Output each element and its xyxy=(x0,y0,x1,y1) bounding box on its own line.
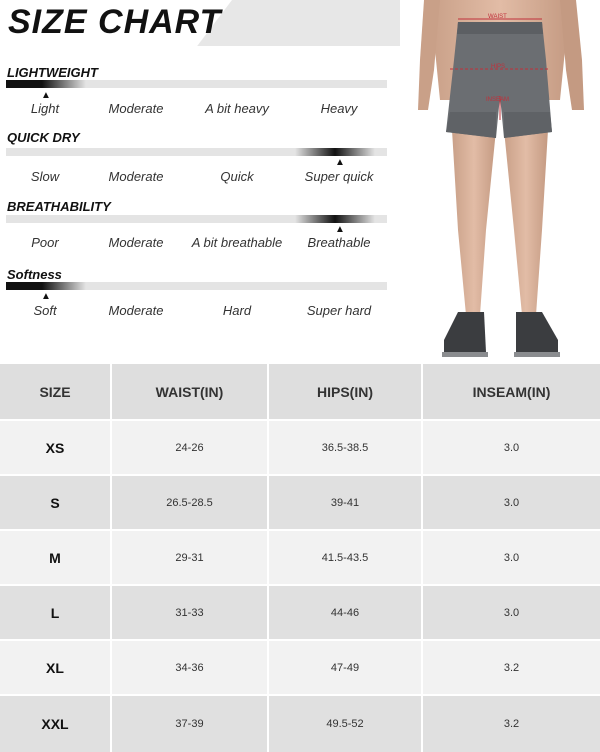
feature-marker xyxy=(295,215,375,223)
feature-label: A bit heavy xyxy=(205,101,269,116)
hips-cell: 47-49 xyxy=(269,641,421,694)
size-cell: XL xyxy=(0,641,110,694)
feature-label: Heavy xyxy=(320,101,358,116)
feature-label: Moderate xyxy=(108,169,164,184)
size-cell: M xyxy=(0,531,110,584)
feature-track xyxy=(6,215,387,223)
feature-label: A bit breathable xyxy=(191,235,283,250)
feature-title: Softness xyxy=(7,267,62,282)
waist-cell: 26.5-28.5 xyxy=(112,476,267,529)
feature-label: Super hard xyxy=(306,303,372,318)
waist-cell: 31-33 xyxy=(112,586,267,639)
feature-label: Breathable xyxy=(307,235,371,250)
table-row xyxy=(0,696,600,752)
inseam-cell: 3.0 xyxy=(423,476,600,529)
size-cell: L xyxy=(0,586,110,639)
inseam-cell: 3.2 xyxy=(423,696,600,752)
header-hips: HIPS(IN) xyxy=(269,364,421,419)
triangle-up-icon: ▲ xyxy=(41,291,51,302)
header-waist: WAIST(IN) xyxy=(112,364,267,419)
hips-measure-label: HIPS xyxy=(491,64,506,70)
waist-cell: 37-39 xyxy=(112,696,267,752)
feature-title: BREATHABILITY xyxy=(7,199,111,214)
feature-label: Soft xyxy=(33,303,57,318)
feature-label: Moderate xyxy=(108,235,164,250)
size-cell: S xyxy=(0,476,110,529)
inseam-measure-label: INSEAM xyxy=(486,97,510,103)
feature-track xyxy=(6,80,387,88)
feature-label: Slow xyxy=(30,169,60,184)
table-row xyxy=(0,641,600,694)
hips-cell: 36.5-38.5 xyxy=(269,421,421,474)
table-row xyxy=(0,586,600,639)
size-cell: XXL xyxy=(0,696,110,752)
product-photo xyxy=(400,0,600,362)
waist-cell: 29-31 xyxy=(112,531,267,584)
inseam-cell: 3.0 xyxy=(423,586,600,639)
feature-label: Moderate xyxy=(108,101,164,116)
waist-cell: 24-26 xyxy=(112,421,267,474)
feature-marker xyxy=(295,148,375,156)
table-row xyxy=(0,531,600,584)
table-row xyxy=(0,476,600,529)
triangle-up-icon: ▲ xyxy=(41,90,51,101)
table-row xyxy=(0,421,600,474)
feature-label: Light xyxy=(30,101,60,116)
waist-measure-label: WAIST xyxy=(488,14,507,20)
feature-track xyxy=(6,148,387,156)
size-table xyxy=(0,364,600,752)
feature-title: QUICK DRY xyxy=(7,130,80,145)
hips-cell: 44-46 xyxy=(269,586,421,639)
hips-cell: 39-41 xyxy=(269,476,421,529)
table-header-row xyxy=(0,364,600,419)
triangle-up-icon: ▲ xyxy=(335,157,345,168)
header-size: SIZE xyxy=(0,364,110,419)
feature-label: Quick xyxy=(220,169,254,184)
hips-cell: 41.5-43.5 xyxy=(269,531,421,584)
hips-cell: 49.5-52 xyxy=(269,696,421,752)
inseam-cell: 3.0 xyxy=(423,421,600,474)
waist-cell: 34-36 xyxy=(112,641,267,694)
feature-label: Super quick xyxy=(304,169,374,184)
header-inseam: INSEAM(IN) xyxy=(423,364,600,419)
feature-title: LIGHTWEIGHT xyxy=(7,65,98,80)
feature-marker xyxy=(6,80,86,88)
feature-label: Poor xyxy=(31,235,59,250)
inseam-cell: 3.0 xyxy=(423,531,600,584)
model-illustration xyxy=(400,0,600,362)
triangle-up-icon: ▲ xyxy=(335,224,345,235)
feature-track xyxy=(6,282,387,290)
inseam-cell: 3.2 xyxy=(423,641,600,694)
feature-label: Hard xyxy=(222,303,252,318)
feature-marker xyxy=(6,282,86,290)
page-title: SIZE CHART xyxy=(8,3,222,41)
size-cell: XS xyxy=(0,421,110,474)
feature-label: Moderate xyxy=(108,303,164,318)
